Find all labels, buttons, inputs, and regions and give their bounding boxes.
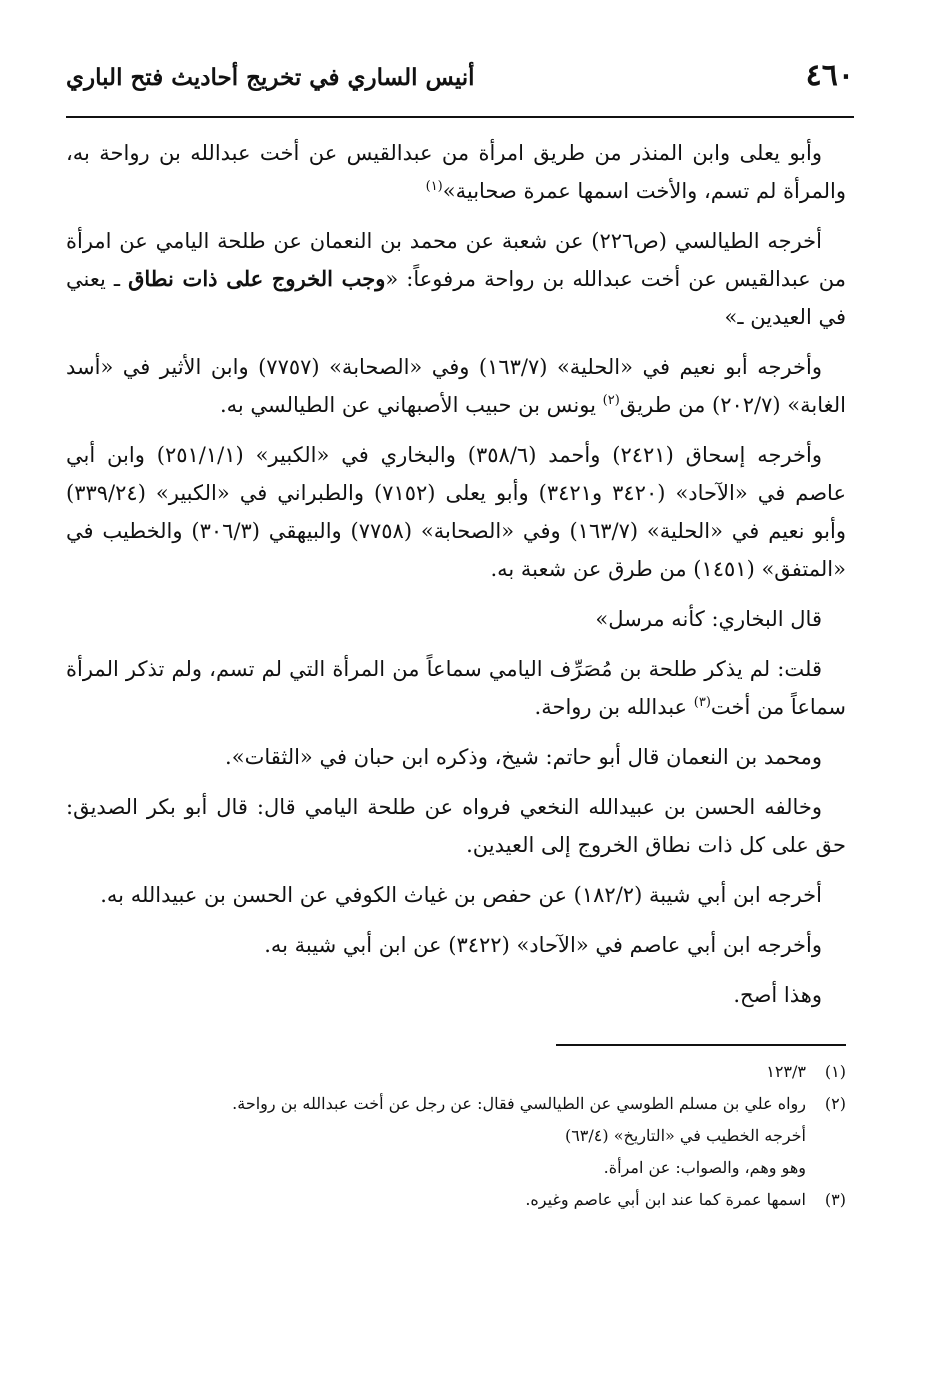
paragraph-4: وأخرجه إسحاق (٢٤٢١) وأحمد (٣٥٨/٦) والبخاري في «الكبير» (٢٥١/١/١) وابن أبي عاصم في «الآحاد» (٣٤٢٠ و٣٤٢١) وأبو يعلى (٧١٥٢) والطبراني في «الكبير» (٣٣٩/٢٤) وأبو نعيم في «الحلية» (١٦٣/٧) وفي «الصحابة» (٧٧٥٨) والبيهقي (٣٠٦/٣) والخطيب في «المتفق» (١٤٥١) من طرق عن شعبة به. <box>66 443 847 581</box>
footnote-separator <box>556 1044 846 1046</box>
paragraph-1: وأبو يعلى وابن المنذر من طريق امرأة من عبدالقيس عن أخت عبدالله بن رواحة به، والمرأة لم تسم، والأخت اسمها عمرة صحابية»$^{(١)}$ <box>66 141 846 203</box>
footnote-3: (٣) اسمها عمرة كما عند ابن أبي عاصم وغيره. <box>525 1190 846 1209</box>
footnote-ref-1[interactable]: (١) <box>425 179 443 194</box>
footnote-ref-3[interactable]: (٣) <box>693 695 711 710</box>
paragraph-7: ومحمد بن النعمان قال أبو حاتم: شيخ، وذكره ابن حبان في «الثقات». <box>225 745 822 769</box>
footnote-2-line-2: أخرجه الخطيب في «التاريخ» (٦٣/٤) <box>564 1126 806 1145</box>
book-title: أنيس الساري في تخريج أحاديث فتح الباري <box>66 64 475 91</box>
running-header <box>66 58 854 108</box>
paragraph-2: أخرجه الطيالسي (ص٢٢٦) عن شعبة عن محمد بن النعمان عن طلحة اليامي عن امرأة من عبدالقيس عن أخت عبدالله بن رواحة مرفوعاً: «وجب الخروج على ذات نطاق ـ يعني في العيدين ـ» <box>66 229 846 329</box>
paragraph-6: قلت: لم يذكر طلحة بن مُصَرِّف اليامي سماعاً من المرأة التي لم تسم، ولم تذكر المرأة سماعاً من أخت$^{(٣)}$ عبدالله بن رواحة. <box>66 657 846 719</box>
paragraph-5: قال البخاري: كأنه مرسل» <box>595 607 822 631</box>
footnote-2-line-3: وهو وهم، والصواب: عن امرأة. <box>603 1158 806 1177</box>
footnote-2: (٢) رواه علي بن مسلم الطوسي عن الطيالسي فقال: عن رجل عن أخت عبدالله بن رواحة. <box>232 1094 846 1113</box>
paragraph-3: وأخرجه أبو نعيم في «الحلية» (١٦٣/٧) وفي «الصحابة» (٧٧٥٧) وابن الأثير في «أسد الغابة» (٢٠٢/٧) من طريق$^{(٢)}$ يونس بن حبيب الأصبهاني عن الطيالسي به. <box>66 355 846 417</box>
hadith-text: وجب الخروج على ذات نطاق <box>128 266 386 291</box>
header-rule <box>66 116 854 118</box>
footnote-ref-2[interactable]: (٢) <box>602 393 620 408</box>
footnote-1: (١) ١٢٣/٣ <box>766 1062 846 1081</box>
paragraph-10: وأخرجه ابن أبي عاصم في «الآحاد» (٣٤٢٢) عن ابن أبي شيبة به. <box>264 933 822 957</box>
paragraph-9: أخرجه ابن أبي شيبة (١٨٢/٢) عن حفص بن غياث الكوفي عن الحسن بن عبيدالله به. <box>100 883 822 907</box>
page-number: ٤٦٠ <box>805 58 854 93</box>
paragraph-11: وهذا أصح. <box>733 983 822 1007</box>
main-text <box>66 134 846 1014</box>
footnotes <box>66 1044 846 1216</box>
paragraph-8: وخالفه الحسن بن عبيدالله النخعي فرواه عن طلحة اليامي قال: قال أبو بكر الصديق: حق على كل ذات نطاق الخروج إلى العيدين. <box>66 795 846 857</box>
